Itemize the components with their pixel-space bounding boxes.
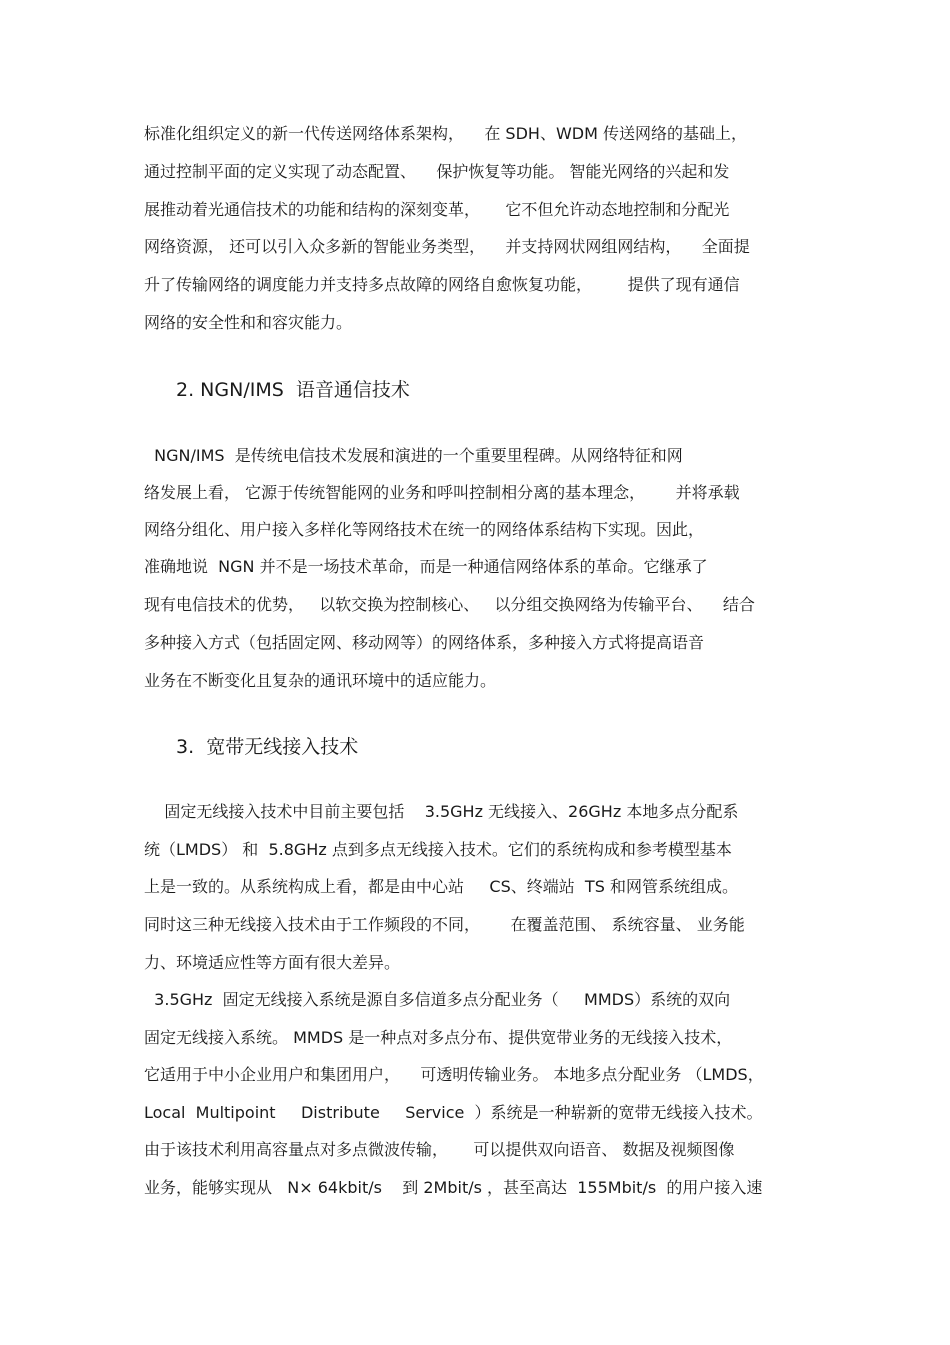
text-line: 固定无线接入技术中目前主要包括 3.5GHz 无线接入、26GHz 本地多点分配系 bbox=[144, 802, 739, 821]
text-line: 多种接入方式（包括固定网、移动网等）的网络体系，多种接入方式将提高语音 bbox=[144, 633, 705, 652]
section-heading-ngn-ims: 2. NGN/IMS 语音通信技术 bbox=[176, 379, 410, 401]
text-line: 3.5GHz 固定无线接入系统是源自多信道多点分配业务（ MMDS）系统的双向 bbox=[144, 990, 731, 1009]
text-line: 固定无线接入系统。 MMDS 是一种点对多点分布、提供宽带业务的无线接入技术， bbox=[144, 1028, 733, 1047]
text-line: 网络的安全性和和容灾能力。 bbox=[144, 313, 353, 332]
text-line: 准确地说 NGN 并不是一场技术革命，而是一种通信网络体系的革命。它继承了 bbox=[144, 557, 708, 576]
text-line: 标准化组织定义的新一代传送网络体系架构， 在 SDH、WDM 传送网络的基础上， bbox=[144, 124, 747, 143]
text-line: 力、环境适应性等方面有很大差异。 bbox=[144, 953, 401, 972]
text-line: 展推动着光通信技术的功能和结构的深刻变革， 它不但允许动态地控制和分配光 bbox=[144, 200, 730, 219]
text-line: 网络分组化、用户接入多样化等网络技术在统一的网络体系结构下实现。因此， bbox=[144, 520, 705, 539]
text-line: 业务，能够实现从 N× 64kbit/s 到 2Mbit/s ，甚至高达 155Mbit/s 的用户接入速 bbox=[144, 1178, 763, 1197]
text-line: 现有电信技术的优势， 以软交换为控制核心、 以分组交换网络为传输平台、 结合 bbox=[144, 595, 755, 614]
text-line: 业务在不断变化且复杂的通讯环境中的适应能力。 bbox=[144, 671, 497, 690]
text-line: 通过控制平面的定义实现了动态配置、 保护恢复等功能。 智能光网络的兴起和发 bbox=[144, 162, 730, 181]
text-line: 由于该技术利用高容量点对多点微波传输， 可以提供双向语音、 数据及视频图像 bbox=[144, 1140, 735, 1159]
text-line: 络发展上看， 它源于传统智能网的业务和呼叫控制相分离的基本理念， 并将承载 bbox=[144, 483, 740, 502]
text-line: 它适用于中小企业用户和集团用户， 可透明传输业务。 本地多点分配业务 （LMDS， bbox=[144, 1065, 764, 1084]
text-line: 同时这三种无线接入技术由于工作频段的不同， 在覆盖范围、 系统容量、 业务能 bbox=[144, 915, 745, 934]
text-line: 上是一致的。从系统构成上看，都是由中心站 CS、终端站 TS 和网管系统组成。 bbox=[144, 877, 738, 896]
text-line: Local Multipoint Distribute Service ）系统是一种崭新的宽带无线接入技术。 bbox=[144, 1103, 763, 1122]
text-line: 升了传输网络的调度能力并支持多点故障的网络自愈恢复功能， 提供了现有通信 bbox=[144, 275, 740, 294]
text-line: NGN/IMS 是传统电信技术发展和演进的一个重要里程碑。从网络特征和网 bbox=[144, 446, 683, 465]
section-heading-broadband-wireless: 3. 宽带无线接入技术 bbox=[176, 736, 359, 758]
text-line: 统（LMDS） 和 5.8GHz 点到多点无线接入技术。它们的系统构成和参考模型基本 bbox=[144, 840, 732, 859]
text-line: 网络资源， 还可以引入众多新的智能业务类型， 并支持网状网组网结构， 全面提 bbox=[144, 237, 750, 256]
